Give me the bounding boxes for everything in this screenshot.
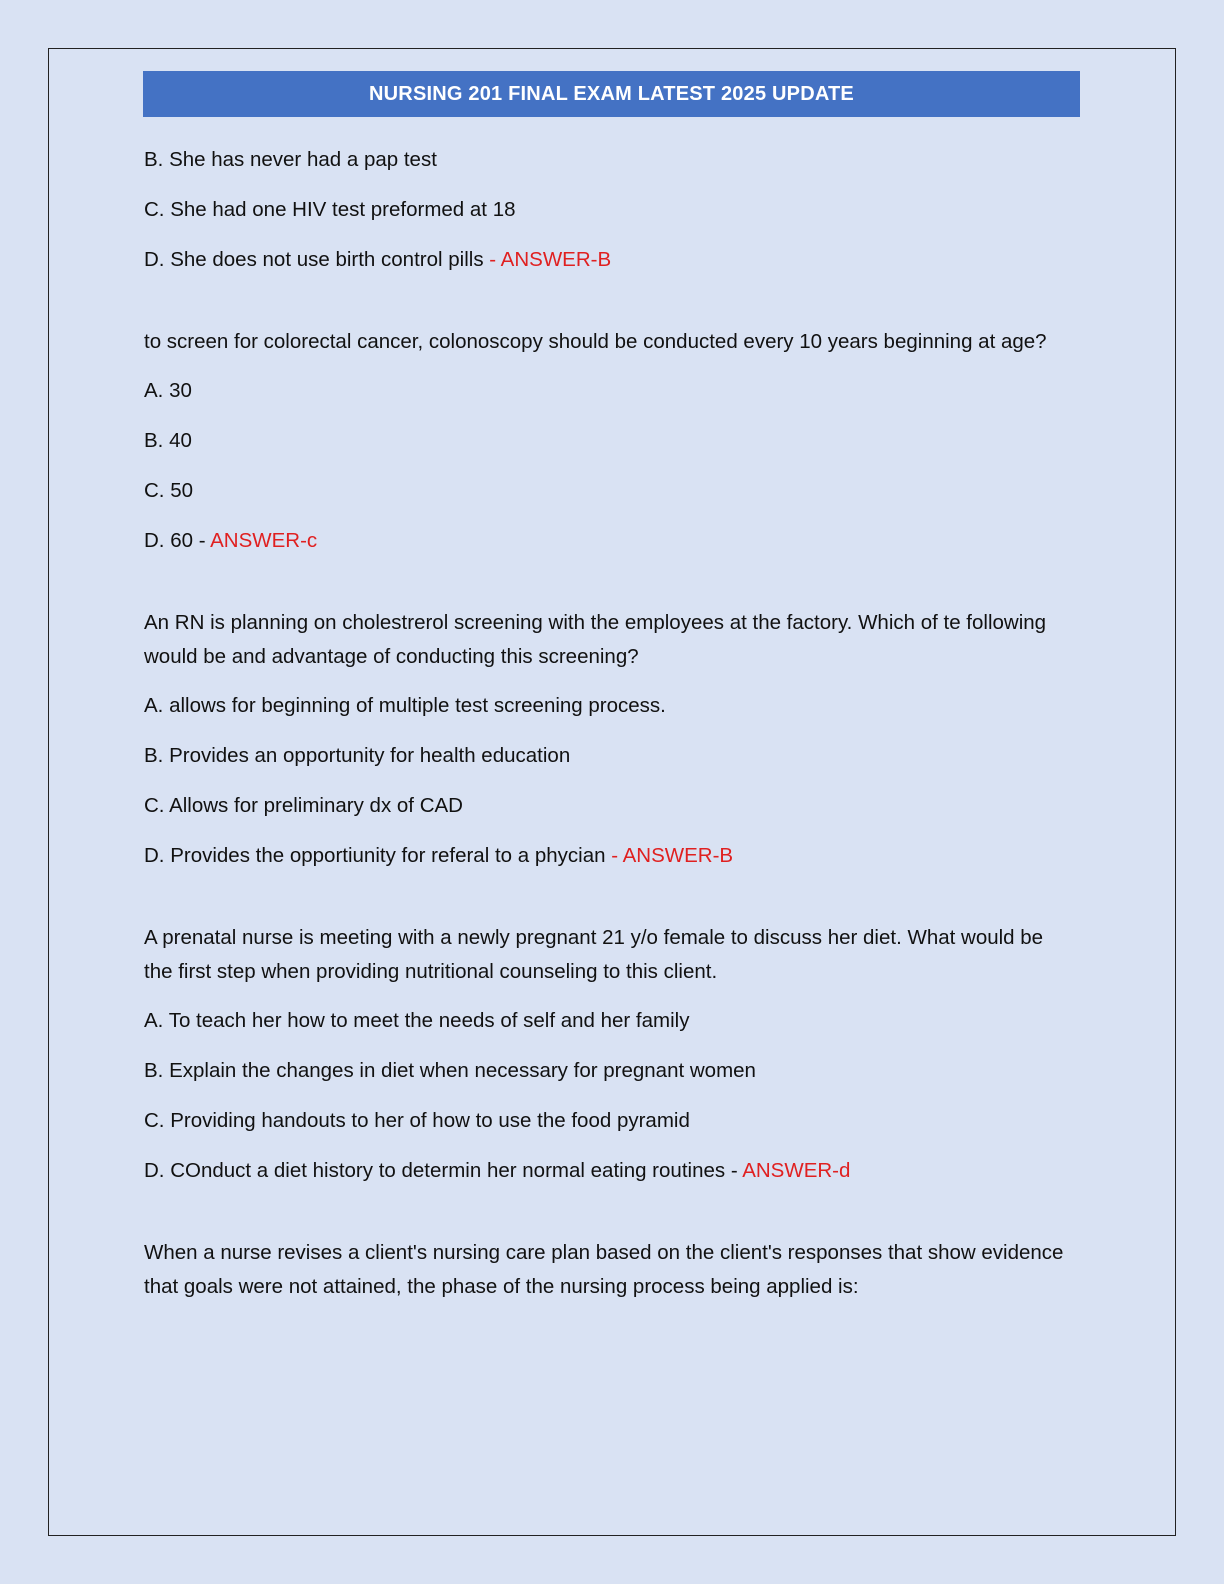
option-text: D. Provides the opportiunity for referal to a phycian	[144, 844, 606, 867]
option-line: C. Allows for preliminary dx of CAD	[144, 794, 463, 817]
option-line	[144, 839, 1074, 873]
option-text: D. She does not use birth control pills	[144, 248, 484, 271]
option-line: B. Provides an opportunity for health education	[144, 744, 571, 767]
option-text: D. 60 -	[144, 529, 206, 552]
question-block	[144, 325, 1074, 558]
option-line: B. Explain the changes in diet when necessary for pregnant women	[144, 1059, 756, 1082]
question-block	[144, 143, 1074, 277]
option-line: A. allows for beginning of multiple test screening process.	[144, 694, 666, 717]
document-title: NURSING 201 FINAL EXAM LATEST 2025 UPDATE	[369, 82, 854, 105]
question-block	[144, 606, 1074, 873]
option-line: B. She has never had a pap test	[144, 148, 437, 171]
option-line: C. Providing handouts to her of how to use the food pyramid	[144, 1109, 690, 1132]
option-line: A. 30	[144, 379, 192, 402]
question-text: A prenatal nurse is meeting with a newly pregnant 21 y/o female to discuss her diet. What would be the first step when providing nutritional counseling to this client.	[144, 926, 1044, 983]
option-line	[144, 524, 1074, 558]
answer-text: - ANSWER-B	[605, 844, 734, 867]
question-block	[144, 921, 1074, 1188]
document-body	[144, 143, 1074, 1352]
option-line: B. 40	[144, 429, 192, 452]
option-line: C. 50	[144, 479, 193, 502]
document-header	[143, 71, 1080, 117]
option-line: C. She had one HIV test preformed at 18	[144, 198, 516, 221]
answer-text: ANSWER-d	[737, 1159, 851, 1182]
question-text: An RN is planning on cholestrerol screening with the employees at the factory. Which of te following would be and advantage of conducting this screening?	[144, 611, 1047, 668]
option-line: A. To teach her how to meet the needs of self and her family	[144, 1009, 690, 1032]
question-text: to screen for colorectal cancer, colonoscopy should be conducted every 10 years beginning at age?	[144, 330, 1047, 353]
option-line	[144, 1154, 1074, 1188]
option-text: D. COnduct a diet history to determin her normal eating routines -	[144, 1159, 738, 1182]
question-text: When a nurse revises a client's nursing care plan based on the client's responses that show evidence that goals were not attained, the phase of the nursing process being applied is:	[144, 1241, 1064, 1298]
option-line	[144, 243, 1074, 277]
answer-text: - ANSWER-B	[483, 248, 612, 271]
question-block	[144, 1236, 1074, 1304]
answer-text: ANSWER-c	[205, 529, 318, 552]
